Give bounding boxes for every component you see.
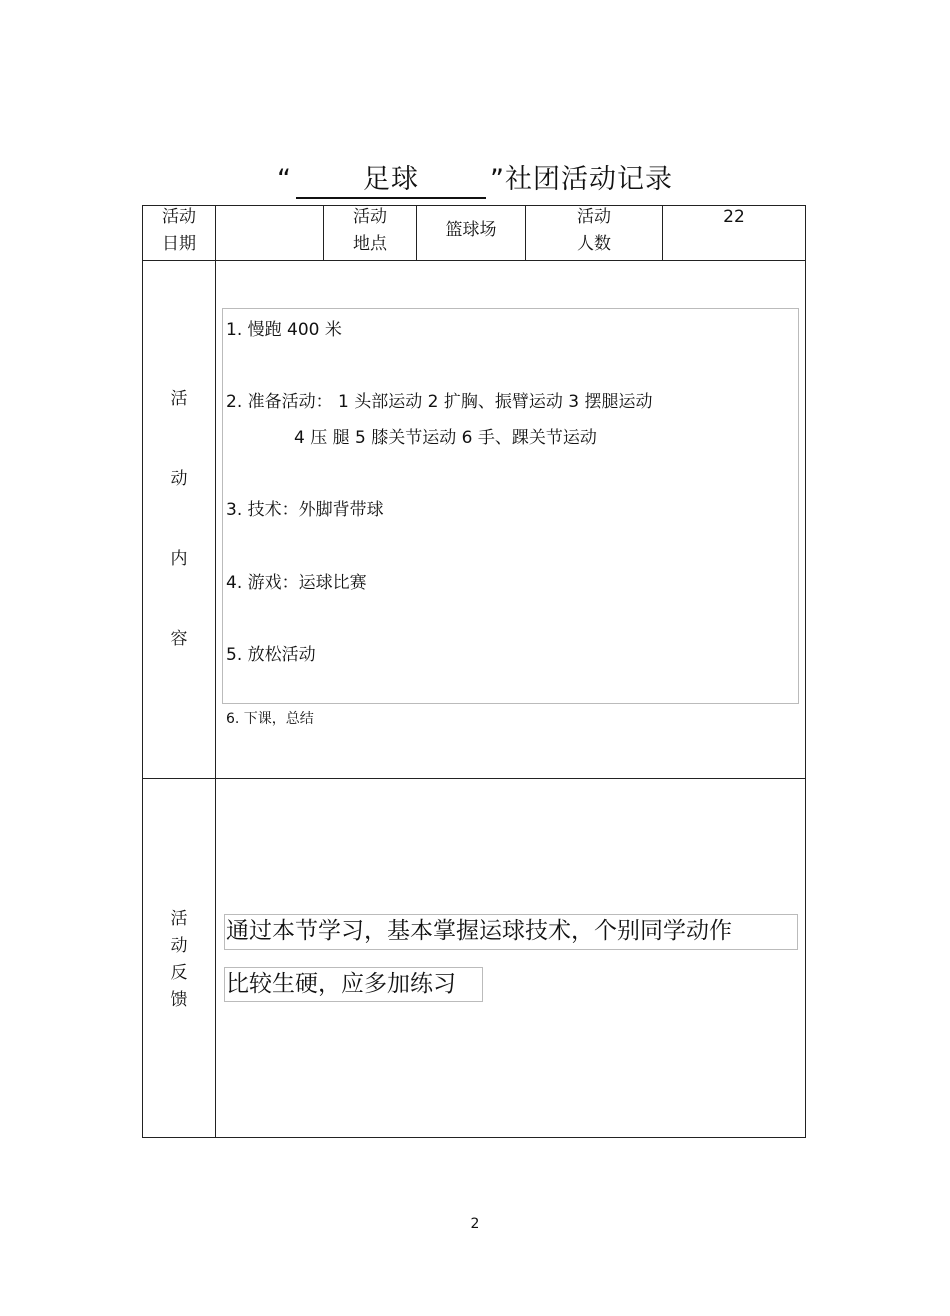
title-close-quote: ”	[490, 164, 505, 195]
content-item-5: 5. 放松活动	[226, 645, 316, 665]
content-label-3: 内	[170, 549, 188, 569]
content-item-4: 4. 游戏：运球比赛	[226, 573, 367, 593]
content-item-2: 2. 准备活动： 1 头部运动 2 扩胸、振臂运动 3 摆腿运动	[226, 392, 653, 412]
feedback-line-1: 通过本节学习，基本掌握运球技术，个别同学动作	[226, 918, 732, 944]
content-item-3: 3. 技术：外脚背带球	[226, 500, 384, 520]
content-label-2: 动	[170, 469, 188, 489]
content-item-2-continued: 4 压 腿 5 膝关节运动 6 手、踝关节运动	[294, 428, 597, 448]
feedback-line-2: 比较生硬，应多加练习	[226, 971, 456, 997]
page-number: 2	[470, 1216, 480, 1232]
title-open-quote: “	[277, 164, 292, 195]
count-label: 活动 人数	[577, 207, 611, 254]
content-label-4: 容	[170, 629, 188, 649]
title-suffix: 社团活动记录	[505, 164, 673, 195]
content-item-6: 6. 下课，总结	[226, 711, 314, 727]
date-label: 活动 日期	[162, 207, 196, 254]
feedback-label: 活 动 反 馈	[170, 909, 188, 1010]
club-name: 足球	[296, 163, 486, 199]
count-value: 22	[723, 207, 745, 227]
document-title	[0, 160, 950, 200]
content-item-1: 1. 慢跑 400 米	[226, 320, 342, 340]
place-label: 活动 地点	[353, 207, 387, 254]
place-value: 篮球场	[445, 220, 497, 240]
content-label-1: 活	[170, 389, 188, 409]
